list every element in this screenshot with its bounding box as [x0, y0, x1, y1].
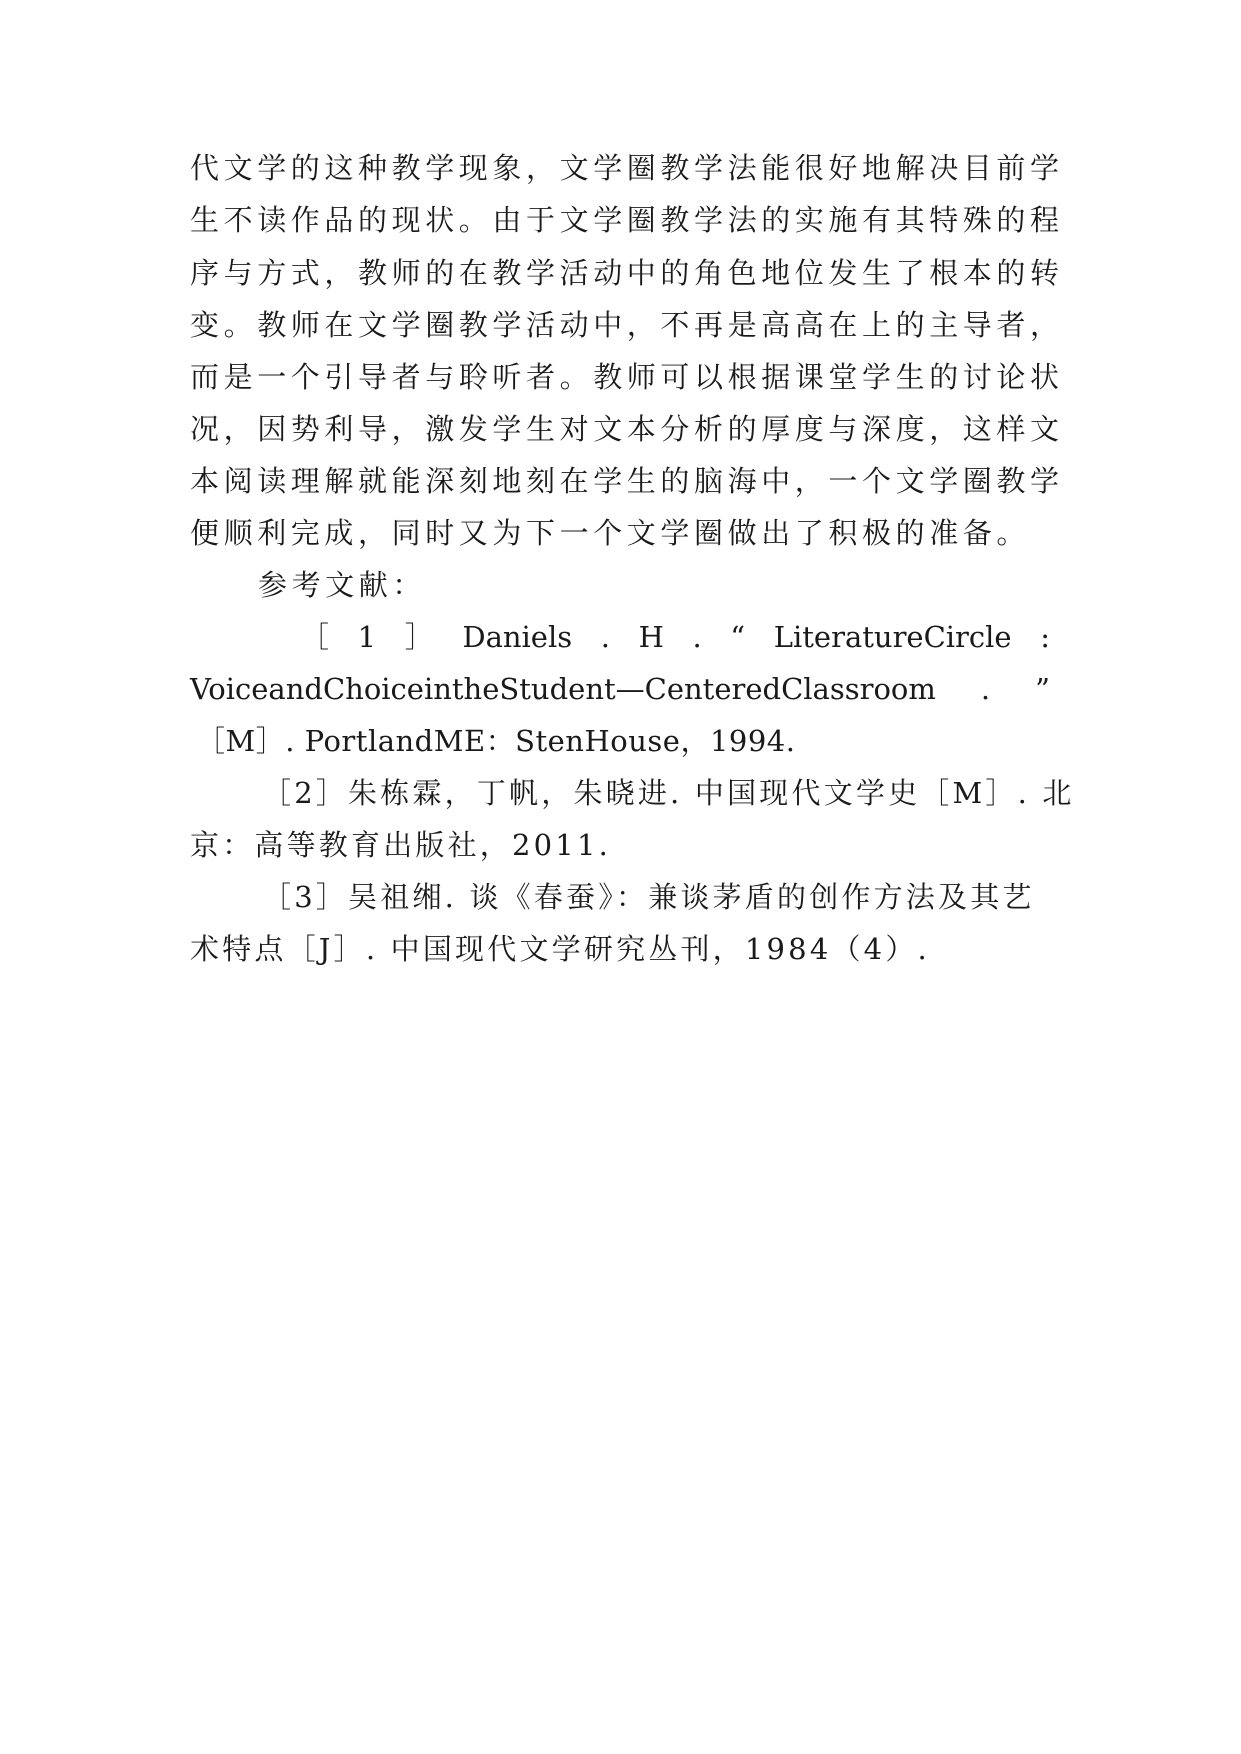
ref1-token: ” — [1035, 672, 1050, 706]
body-line: 变。教师在文学圈教学活动中，不再是高高在上的主导者， — [190, 308, 1064, 342]
reference-3-line-1: ［3］吴祖缃. 谈《春蚕》：兼谈茅盾的创作方法及其艺 — [262, 880, 1035, 914]
ref1-token: . — [600, 620, 610, 654]
ref1-token: ［ — [300, 620, 330, 654]
body-line: 便顺利完成，同时又为下一个文学圈做出了积极的准备。 — [190, 516, 1031, 550]
body-line: 序与方式，教师的在教学活动中的角色地位发生了根本的转 — [190, 256, 1064, 290]
body-line: 况，因势利导，激发学生对文本分析的厚度与深度，这样文 — [190, 412, 1064, 446]
body-line: 而是一个引导者与聆听者。教师可以根据课堂学生的讨论状 — [190, 360, 1064, 394]
ref1-token: H — [638, 620, 664, 654]
references-heading: 参考文献： — [258, 568, 427, 602]
ref1-token: VoiceandChoiceintheStudent—CenteredClassroom — [190, 672, 936, 706]
reference-2-line-1: ［2］朱栋霖，丁帆，朱晓进. 中国现代文学史［M］. 北 — [262, 776, 1075, 810]
ref1-token: . — [692, 620, 702, 654]
ref1-token: LiteratureCircle — [773, 620, 1012, 654]
body-line: 代文学的这种教学现象，文学圈教学法能很好地解决目前学 — [190, 151, 1064, 185]
ref1-token: 1 — [357, 620, 377, 654]
reference-2-line-2: 京：高等教育出版社，2011. — [190, 828, 612, 862]
body-line: 生不读作品的现状。由于文学圈教学法的实施有其特殊的程 — [190, 203, 1064, 237]
ref1-token: : — [1040, 620, 1050, 654]
reference-1-line-1 — [300, 617, 1050, 657]
reference-3-line-2: 术特点［J］. 中国现代文学研究丛刊，1984（4）. — [190, 932, 930, 966]
body-line: 本阅读理解就能深刻地刻在学生的脑海中，一个文学圈教学 — [190, 464, 1064, 498]
ref1-token: ］ — [404, 620, 434, 654]
ref1-token: “ — [730, 620, 746, 654]
reference-1-line-2 — [190, 669, 1050, 709]
ref1-token: Daniels — [462, 620, 573, 654]
ref1-token: . — [980, 672, 991, 706]
reference-1-line-3: ［M］. PortlandME：StenHouse，1994. — [196, 724, 796, 758]
